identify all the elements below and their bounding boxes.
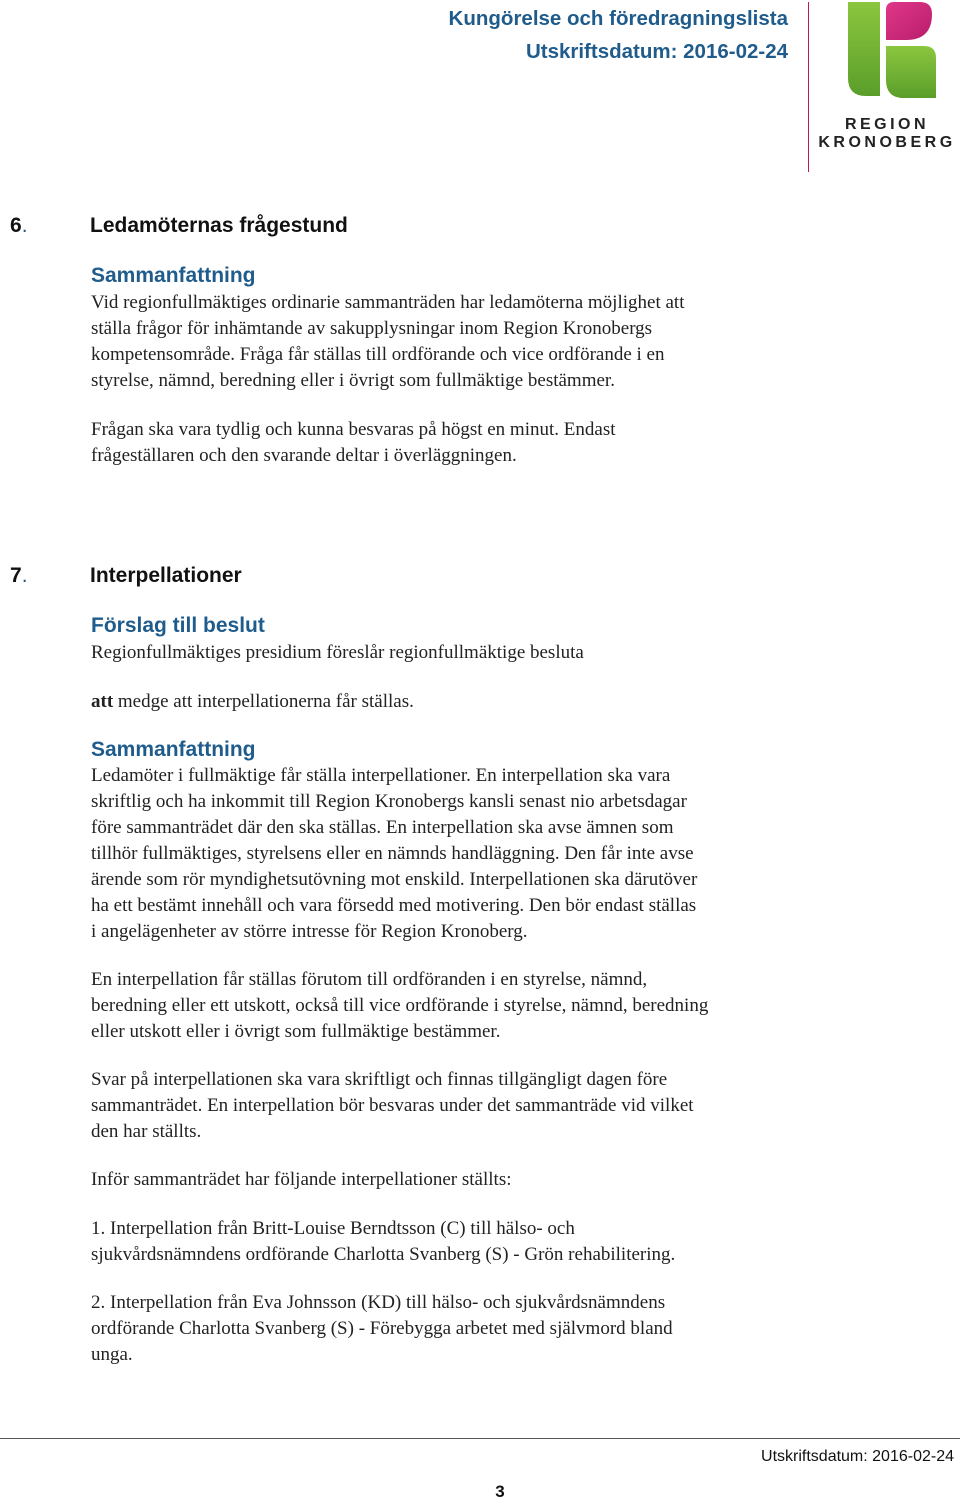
header-divider <box>808 2 809 172</box>
logo-text-kronoberg: KRONOBERG <box>818 134 956 151</box>
footer-print-date: Utskriftsdatum: 2016-02-24 <box>761 1448 954 1465</box>
section-6-number: 6. <box>10 214 28 237</box>
att-keyword: att <box>91 691 114 712</box>
section-6-summary-heading: Sammanfattning <box>91 264 256 287</box>
section-7-summary-heading: Sammanfattning <box>91 738 256 761</box>
section-7-list-intro: Inför sammanträdet har följande interpellationer ställts: <box>91 1169 512 1190</box>
section-7-title: Interpellationer <box>90 564 242 587</box>
logo-text-region: REGION <box>844 116 930 133</box>
section-7-proposal-text: Regionfullmäktiges presidium föreslår regionfullmäktige besluta <box>91 642 584 663</box>
section-7-decision-line: att medge att interpellationerna får ställas. <box>91 691 414 712</box>
header-print-date: Utskriftsdatum: 2016-02-24 <box>525 40 788 63</box>
section-7-recipients-paragraph: En interpellation får ställas förutom till ordföranden i en styrelse, nämnd, beredning eller ett utskott, också till vice ordförande i styrelse, nämnd, beredning eller utskott eller i övrigt som fullmäktige bestämmer. <box>91 969 709 1042</box>
footer-rule <box>0 1438 960 1439</box>
section-6-summary-paragraph: Vid regionfullmäktiges ordinarie sammanträden har ledamöterna möjlighet att ställa frågor för inhämtande av sakupplysningar inom Region Kronobergs kompetensområde. Fråga får ställas till ordförande och vice ordförande i en styrelse, nämnd, beredning eller i övrigt som fullmäktige bestämmer. <box>91 292 685 391</box>
section-7-proposal-heading: Förslag till beslut <box>91 614 265 637</box>
page-number: 3 <box>495 1482 505 1501</box>
document-title: Kungörelse och föredragningslista <box>448 7 788 30</box>
section-7-number: 7. <box>10 564 28 587</box>
section-7-answer-paragraph: Svar på interpellationen ska vara skriftligt och finnas tillgängligt dagen före sammanträdet. En interpellation bör besvaras under det sammanträde vid vilket den har ställts. <box>91 1069 694 1142</box>
region-kronoberg-logo <box>828 0 958 110</box>
interpellation-item-2: 2. Interpellation från Eva Johnsson (KD) till hälso- och sjukvårdsnämndens ordförande Charlotta Svanberg (S) - Förebygga arbetet med självmord bland unga. <box>91 1292 673 1365</box>
section-6-title: Ledamöternas frågestund <box>90 214 348 237</box>
section-7-summary-paragraph: Ledamöter i fullmäktige får ställa interpellationer. En interpellation ska vara skriftlig och ha inkommit till Region Kronobergs kansli senast nio arbetsdagar före sammanträdet där den ska ställas. En interpellation ska avse ämnen som tillhör fullmäktiges, styrelsens eller en nämnds handläggning. Den får inte avse ärende som rör myndighetsutövning mot enskild. Interpellationen ska därutöver ha ett bestämt innehåll och vara försedd med motivering. Den bör endast ställas i angelägenheter av större intresse för Region Kronoberg. <box>91 765 698 942</box>
interpellation-item-1: 1. Interpellation från Britt-Louise Berndtsson (C) till hälso- och sjukvårdsnämndens ordförande Charlotta Svanberg (S) - Grön rehabilitering. <box>91 1218 676 1265</box>
section-6-question-rules: Frågan ska vara tydlig och kunna besvaras på högst en minut. Endast frågeställaren och den svarande deltar i överläggningen. <box>91 419 616 466</box>
